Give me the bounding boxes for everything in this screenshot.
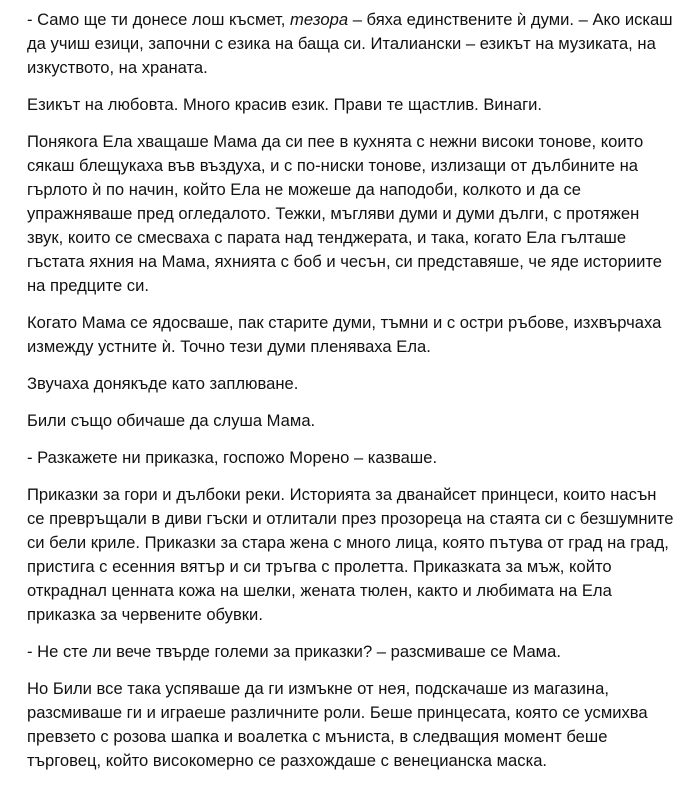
paragraph-7 (27, 446, 677, 470)
text-segment: Звучаха донякъде като заплюване. (27, 374, 299, 393)
paragraph-4 (27, 311, 677, 359)
paragraph-8 (27, 483, 677, 627)
paragraph-10 (27, 677, 677, 773)
text-segment: Приказки за гори и дълбоки реки. Историята за дванайсет принцеси, които насън се превръщали в диви гъски и отлитали през прозореца на стаята си с безшумните си бели криле. Приказки за стара жена с много лица, която пътува от град на град, пристига с есенния вятър и си тръгва с пролетта. Приказката за мъж, който откраднал ценната кожа на шелки, жената тюлен, както и любимата на Ела приказка за червените обувки. (27, 485, 674, 624)
text-segment: Понякога Ела хващаше Мама да си пее в кухнята с нежни високи тонове, които сякаш блещукаха във въздуха, и с по-ниски тонове, излизащи от дълбините на гърлото ѝ по начин, който Ела не можеше да наподоби, колкото и да се упражняваше пред огледалото. Тежки, мъгляви думи и думи дълги, с протяжен звук, които се смесваха с парата над тенджерата, и така, когато Ела гълташе гъстата яхния на Мама, яхнията с боб и чесън, си представяше, че яде историите на предците си. (27, 132, 663, 295)
text-segment: - Разкажете ни приказка, госпожо Морено – казваше. (27, 448, 438, 467)
italic-word: тезора (290, 10, 349, 29)
paragraph-3 (27, 130, 677, 298)
text-segment: Езикът на любовта. Много красив език. Прави те щастлив. Винаги. (27, 95, 543, 114)
text-segment: – бяха единствените ѝ думи. – Ако искаш да учиш езици, започни с езика на баща си. Италиански – езикът на музиката, на изкуството, на храната. (27, 10, 673, 77)
text-segment: Но Били все така успяваше да ги измъкне от нея, подскачаше из магазина, разсмиваше ги и играеше различните роли. Беше принцесата, която се усмихва превзето с розова шапка и воалетка с мъниста, в следващия момент беше търговец, който високомерно се разхождаше с венецианска маска. (27, 679, 648, 770)
paragraph-5 (27, 372, 677, 396)
paragraph-1 (27, 8, 677, 80)
paragraph-6 (27, 409, 677, 433)
paragraph-9 (27, 640, 677, 664)
text-segment: Били също обичаше да слуша Мама. (27, 411, 316, 430)
text-segment: - Само ще ти донесе лош късмет, (27, 10, 291, 29)
paragraph-2 (27, 93, 677, 117)
text-segment: Когато Мама се ядосваше, пак старите думи, тъмни и с остри ръбове, изхвърчаха измежду устните ѝ. Точно тези думи пленяваха Ела. (27, 313, 662, 356)
text-segment: - Не сте ли вече твърде големи за приказки? – разсмиваше се Мама. (27, 642, 561, 661)
